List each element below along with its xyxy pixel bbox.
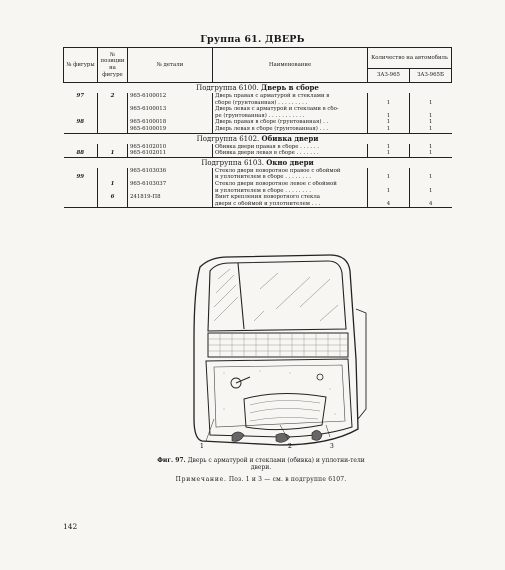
cell-pos: [98, 126, 128, 133]
cell-name: Дверь правая в сборе (грунтованная) . .: [213, 119, 368, 126]
cell-qty-1: [368, 181, 410, 188]
cell-part: 965-6100019: [128, 126, 213, 133]
cell-qty-1: 1: [368, 188, 410, 195]
cell-qty-1: 4: [368, 201, 410, 208]
table-row: [64, 113, 452, 120]
cell-fig: [64, 113, 98, 120]
cell-qty-2: [410, 106, 452, 113]
cell-pos: [98, 144, 128, 151]
pocket-shading: [250, 400, 320, 421]
trim-panel: [206, 359, 352, 437]
cell-name: ре (грунтованная) . . . . . . . . . . .: [213, 113, 368, 120]
table-row: [64, 119, 452, 126]
cell-fig: [64, 106, 98, 113]
cell-name: и уплотнителем в сборе . . . . . . . .: [213, 174, 368, 181]
cell-part: [128, 201, 213, 208]
table-row: [64, 201, 452, 208]
subgroup-number: Подгруппа 6103.: [201, 158, 264, 167]
table-row: [64, 93, 452, 100]
parts-table: [63, 47, 452, 208]
cell-qty-1: 1: [368, 126, 410, 133]
cell-fig: [64, 201, 98, 208]
cell-pos: 1: [98, 150, 128, 157]
callout-1: 1: [200, 443, 204, 450]
header-part-no: № детали: [128, 48, 213, 83]
cell-part: [128, 113, 213, 120]
cell-part: 241819-П8: [128, 194, 213, 201]
cell-qty-2: 1: [410, 150, 452, 157]
cell-part: [128, 174, 213, 181]
subgroup-heading: [64, 157, 452, 168]
table-row: [64, 126, 452, 133]
cell-name: Дверь правая с арматурой и стеклами в: [213, 93, 368, 100]
table-row: [64, 150, 452, 157]
cell-part: 965-6103036: [128, 168, 213, 175]
cell-name: Дверь левая в сборе (грунтованная) . . .: [213, 126, 368, 133]
cell-pos: [98, 106, 128, 113]
table-row: [64, 174, 452, 181]
door-outline: [194, 255, 358, 445]
cell-qty-1: [368, 93, 410, 100]
table-row: [64, 144, 452, 151]
cell-name: и уплотнителем в сборе . . . . . . . .: [213, 188, 368, 195]
cell-fig: [64, 194, 98, 201]
cell-qty-2: 1: [429, 174, 433, 181]
subgroup-heading: [64, 133, 452, 144]
cell-pos: [98, 168, 128, 175]
subgroup-name: Окно двери: [266, 157, 314, 167]
cell-name: сборе (грунтованная) . . . . . . . . .: [213, 100, 368, 107]
cell-qty-2: 1: [429, 143, 433, 150]
cell-qty-2: [410, 181, 452, 188]
cell-qty-2: 4: [410, 201, 452, 208]
cell-fig: 97: [64, 93, 98, 100]
table-row: [64, 106, 452, 113]
subgroup-number: Подгруппа 6102.: [196, 134, 260, 143]
panel-texture: [224, 371, 336, 415]
glass-shading: [214, 269, 338, 321]
cell-fig: 99: [64, 174, 98, 181]
cell-fig: 88: [64, 150, 98, 157]
subgroup-number: Подгруппа 6100.: [196, 84, 259, 92]
table-row: [64, 181, 452, 188]
cell-qty-1: 1: [368, 174, 410, 181]
cell-pos: [98, 174, 128, 181]
page-number: 142: [63, 522, 78, 531]
cell-pos: [98, 119, 128, 126]
cell-part: 965-6100018: [128, 119, 213, 126]
cell-name: Обивка двери левая в сборе . . . . . . .: [213, 150, 368, 157]
figure-caption: [155, 457, 367, 472]
door-figure: [180, 249, 368, 450]
page-title: Группа 61. ДВЕРЬ: [200, 34, 305, 45]
callout-2: 2: [288, 443, 292, 450]
caption-label: Фиг. 97.: [157, 457, 186, 464]
cell-part: 965-6102011: [128, 150, 213, 157]
header-qty: Количество на автомобиль: [368, 48, 452, 69]
cell-name: Стекло двери поворотное правое с обоймой: [213, 168, 368, 175]
header-pos-no: № позиции на фигуре: [98, 48, 128, 83]
cell-qty-2: 1: [429, 119, 433, 126]
note: [155, 476, 367, 483]
cell-fig: [64, 168, 98, 175]
cell-name: двери с обоймой и уплотнителем . . .: [213, 201, 368, 208]
cell-part: [128, 188, 213, 195]
header-model-2: ЗАЗ-965Б: [410, 69, 452, 83]
trim-pattern: [208, 333, 348, 357]
cell-fig: [64, 181, 98, 188]
header-model-1: ЗАЗ-965: [368, 69, 410, 83]
cell-fig: 98: [64, 119, 98, 126]
cell-part: 965-6103037: [128, 181, 213, 188]
table-row: [64, 100, 452, 107]
cell-pos: 6: [98, 194, 128, 201]
cell-qty-2: [410, 194, 452, 201]
cell-name: Обивка двери правая в сборе . . . . . .: [213, 144, 368, 151]
cell-qty-2: [410, 93, 452, 100]
cell-qty-1: 1: [368, 113, 410, 120]
cell-name: Дверь левая с арматурой и стеклами в сбо-: [213, 106, 368, 113]
cell-qty-1: 1: [368, 100, 410, 107]
cell-part: 965-6100013: [128, 106, 213, 113]
subgroup-name: Обивка двери: [261, 133, 319, 143]
cell-pos: 1: [98, 181, 128, 188]
cell-part: 965-6102010: [128, 144, 213, 151]
cell-qty-1: 1: [368, 144, 410, 151]
cell-qty-2: 1: [429, 187, 433, 194]
parts-table-body: [64, 83, 452, 208]
table-row: [64, 168, 452, 175]
header-name: Наименование: [213, 48, 368, 83]
cell-qty-1: [368, 168, 410, 175]
note-text: Поз. 1 и 3 — см. в подгруппе 6107.: [228, 476, 347, 483]
cell-fig: [64, 126, 98, 133]
cell-pos: 2: [98, 93, 128, 100]
table-row: [64, 194, 452, 201]
cell-part: [128, 100, 213, 107]
cell-qty-1: 1: [368, 119, 410, 126]
cell-qty-2: 1: [429, 99, 433, 106]
cell-qty-1: 1: [368, 150, 410, 157]
cell-pos: [98, 100, 128, 107]
subgroup-name: Дверь в сборе: [261, 83, 319, 92]
cell-pos: [98, 113, 128, 120]
cell-qty-1: [368, 106, 410, 113]
cell-qty-2: [410, 168, 452, 175]
cell-qty-2: 1: [429, 112, 433, 119]
note-label: Примечание.: [175, 476, 227, 483]
subgroup-heading: [64, 83, 452, 94]
cell-part: 965-6100012: [128, 93, 213, 100]
cell-fig: [64, 188, 98, 195]
window-frame: [208, 261, 346, 331]
cell-fig: [64, 100, 98, 107]
cell-name: Винт крепления поворотного стекла: [213, 194, 368, 201]
cell-qty-1: [368, 194, 410, 201]
cell-pos: [98, 188, 128, 195]
cell-name: Стекло двери поворотное левое с обоймой: [213, 181, 368, 188]
header-fig-no: № фигуры: [64, 48, 98, 83]
cell-fig: [64, 144, 98, 151]
cell-qty-2: 1: [410, 126, 452, 133]
table-row: [64, 188, 452, 195]
cell-pos: [98, 201, 128, 208]
callout-3: 3: [330, 443, 334, 450]
caption-text: Дверь с арматурой и стеклами (обивка) и уплотни-тели двери.: [187, 457, 365, 472]
